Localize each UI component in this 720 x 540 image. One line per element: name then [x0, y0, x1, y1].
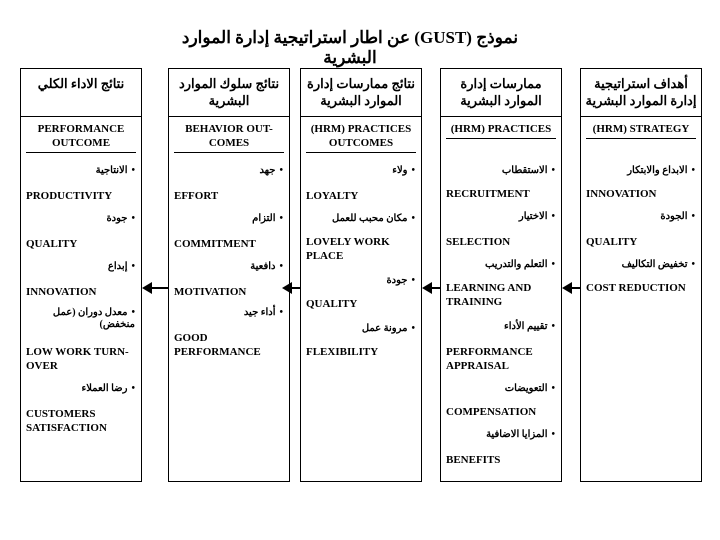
item-ar: • دافعية: [169, 261, 289, 273]
item-ar: • ولاء: [301, 165, 421, 177]
item-en: COST REDUCTION: [586, 282, 686, 294]
item-ar: • التزام: [169, 213, 289, 225]
item-en: BENEFITS: [446, 454, 501, 466]
diagram-title: نموذج (GUST) عن اطار استراتيجية إدارة الموارد البشرية: [181, 28, 519, 67]
item-en: MOTIVATION: [174, 286, 247, 298]
item-en: QUALITY: [586, 236, 638, 248]
item-ar: • الجودة: [581, 211, 701, 223]
column-performance-outcome: [20, 68, 142, 482]
item-ar: • جهد: [169, 165, 289, 177]
item-ar: • التعلم والتدريب: [441, 259, 561, 271]
item-en: CUSTOMERS SATISFACTION: [26, 408, 107, 434]
item-ar: • جودة: [21, 213, 141, 225]
item-ar: • أداء جيد: [169, 307, 289, 319]
item-en: QUALITY: [306, 298, 358, 310]
arrow-outcomes-to-behavior: [292, 287, 300, 289]
item-en: EFFORT: [174, 190, 219, 202]
arrow-practices-to-outcomes: [432, 287, 440, 289]
arrowhead-icon: [422, 282, 432, 294]
item-en: FLEXIBILITY: [306, 346, 379, 358]
item-en: INNOVATION: [26, 286, 97, 298]
item-ar: • تخفيض التكاليف: [581, 259, 701, 271]
item-en: COMMITMENT: [174, 238, 256, 250]
column-en-header: (HRM) PRACTICES OUTCOMES: [306, 122, 416, 153]
column-en-header: PERFORMANCE OUTCOME: [26, 122, 136, 153]
item-en: INNOVATION: [586, 188, 657, 200]
item-en: GOOD PERFORMANCE: [174, 332, 261, 358]
item-ar: • تقييم الأداء: [441, 321, 561, 333]
column-ar-header: نتائج ممارسات إدارة الموارد البشرية: [301, 69, 421, 117]
item-en: LEARNING AND TRAINING: [446, 282, 532, 308]
column-hrm-strategy: [580, 68, 702, 482]
item-en: LOVELY WORK PLACE: [306, 236, 390, 262]
column-ar-header: أهداف استراتيجية إدارة الموارد البشرية: [581, 69, 701, 117]
item-en: QUALITY: [26, 238, 78, 250]
arrowhead-icon: [562, 282, 572, 294]
item-en: PRODUCTIVITY: [26, 190, 113, 202]
column-ar-header: نتائج سلوك الموارد البشرية: [169, 69, 289, 117]
arrow-strategy-to-practices: [572, 287, 580, 289]
item-ar: • جودة: [301, 275, 421, 287]
item-ar: • الاستقطاب: [441, 165, 561, 177]
item-ar: • التعويضات: [441, 383, 561, 395]
item-en: PERFORMANCE APPRAISAL: [446, 346, 533, 372]
column-hrm-practices-outcomes: [300, 68, 422, 482]
column-en-header: (HRM) PRACTICES: [446, 122, 556, 139]
column-behavior-outcomes: [168, 68, 290, 482]
column-en-header: BEHAVIOR OUT-COMES: [174, 122, 284, 153]
arrowhead-icon: [282, 282, 292, 294]
item-en: SELECTION: [446, 236, 511, 248]
item-ar: • رضا العملاء: [21, 383, 141, 395]
column-hrm-practices: [440, 68, 562, 482]
column-ar-header: نتائج الاداء الكلي: [21, 69, 141, 117]
item-ar: • إبداع: [21, 261, 141, 273]
column-ar-header: ممارسات إدارة الموارد البشرية: [441, 69, 561, 117]
item-ar: • مكان محبب للعمل: [301, 213, 421, 225]
item-ar: • الابداع والابتكار: [581, 165, 701, 177]
arrowhead-icon: [142, 282, 152, 294]
item-ar: • مرونة عمل: [301, 323, 421, 335]
item-ar: • معدل دوران (عمل منخفض): [21, 307, 141, 331]
item-en: COMPENSATION: [446, 406, 537, 418]
item-en: LOYALTY: [306, 190, 359, 202]
column-en-header: (HRM) STRATEGY: [586, 122, 696, 139]
item-ar: • الاختيار: [441, 211, 561, 223]
arrow-behavior-to-performance: [152, 287, 168, 289]
item-ar: • الانتاجية: [21, 165, 141, 177]
item-en: LOW WORK TURN-OVER: [26, 346, 129, 372]
item-ar: • المزايا الاضافية: [441, 429, 561, 441]
item-en: RECRUITMENT: [446, 188, 530, 200]
